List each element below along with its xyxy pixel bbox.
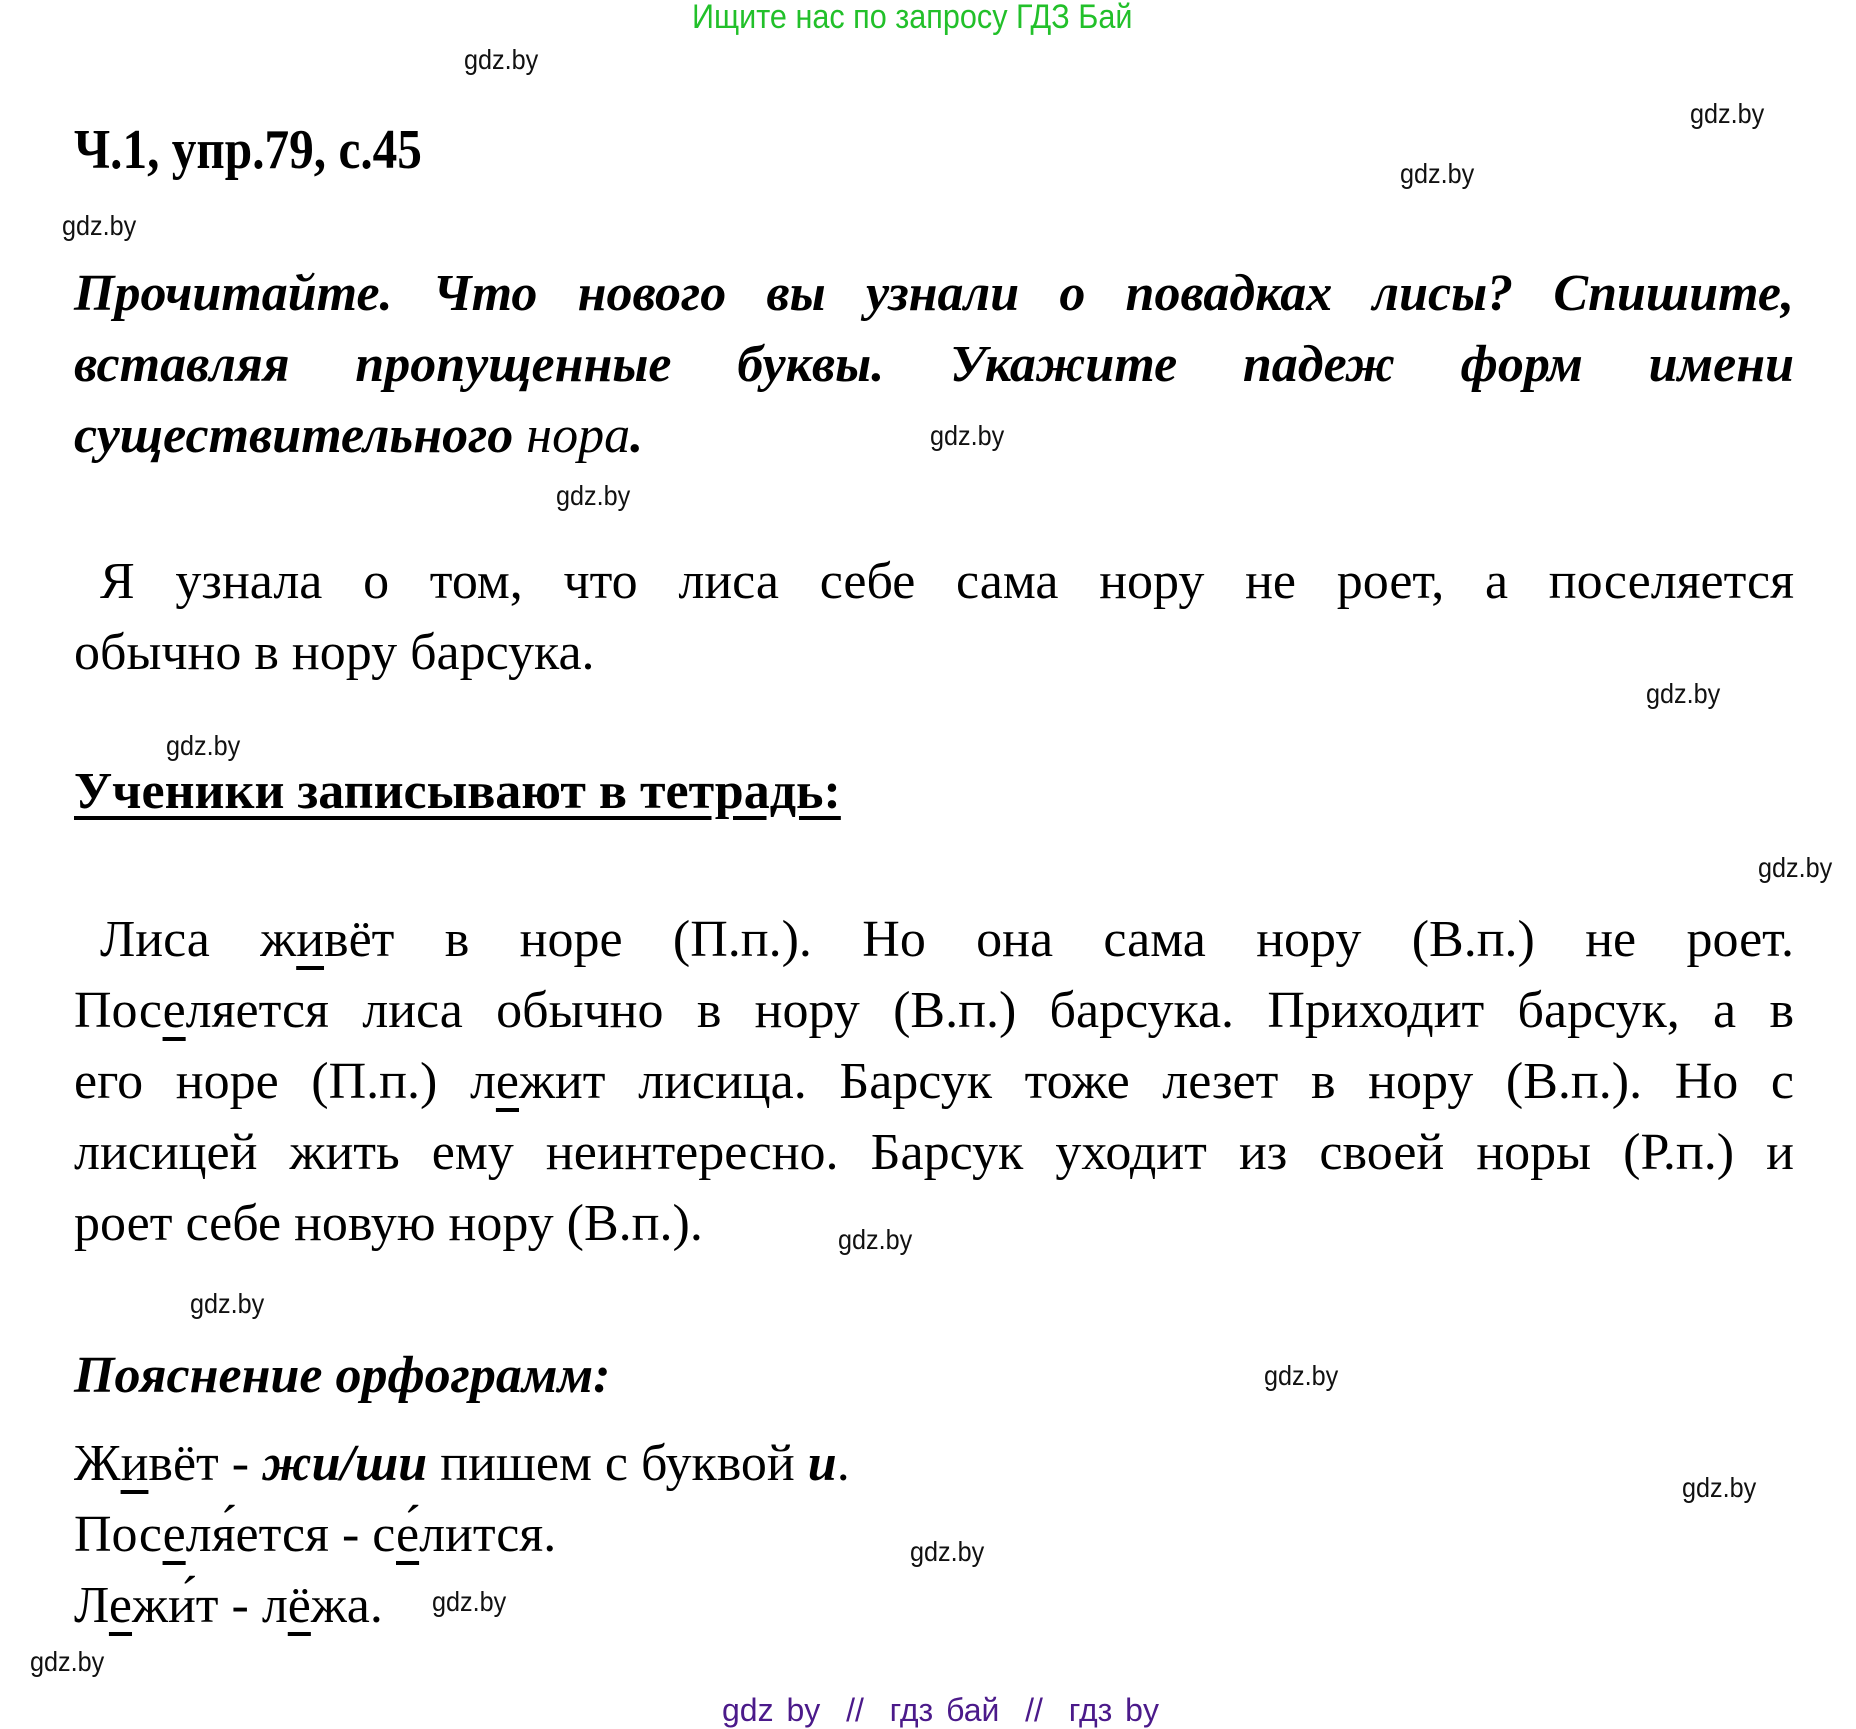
highlighted-letter: и (296, 911, 325, 968)
task-line: вставляя пропущенные буквы. Укажите падеж форм имени (74, 336, 1794, 393)
watermark: gdz.by (166, 730, 241, 761)
intro-line: обычно в нору барсука. (74, 624, 595, 681)
watermark: gdz.by (556, 480, 631, 511)
watermark: gdz.by (432, 1586, 507, 1617)
explanation-row: Лежи́т - лёжа. (74, 1577, 383, 1634)
highlighted-letter: е (162, 982, 186, 1039)
watermark: gdz.by (30, 1646, 105, 1677)
explanation-heading: Пояснение орфограмм: (74, 1347, 611, 1404)
highlighted-letter: е (108, 1577, 133, 1634)
highlighted-letter: и (120, 1435, 149, 1492)
watermark: gdz.by (910, 1536, 985, 1567)
rule-text: жи/ши (262, 1435, 428, 1492)
explanation-row: Живёт - жи/ши пишем с буквой и. (74, 1435, 850, 1492)
explanation-list (74, 1428, 850, 1641)
watermark: gdz.by (1682, 1472, 1757, 1503)
answer-line: лисицей жить ему неинтересно. Барсук уходит из своей норы (Р.п.) и (74, 1124, 1794, 1181)
task-instructions (74, 258, 1794, 471)
task-text: существительного (74, 407, 527, 464)
answer-paragraph (74, 904, 1794, 1259)
answer-line: роет себе новую нору (В.п.). (74, 1195, 703, 1252)
answer-line: Лиса живёт в норе (П.п.). Но она сама нору (В.п.) не роет. (100, 911, 1794, 968)
watermark: gdz.by (1646, 678, 1721, 709)
watermark: gdz.by (930, 420, 1005, 451)
answer-line: Поселяется лиса обычно в нору (В.п.) барсука. Приходит барсук, а в (74, 982, 1794, 1039)
rule-letter: и (807, 1435, 837, 1492)
watermark: gdz.by (1264, 1360, 1339, 1391)
watermark: gdz.by (838, 1224, 913, 1255)
explanation-row: Поселя́ется - се́лится. (74, 1506, 557, 1563)
search-banner: Ищите нас по запросу ГДЗ Бай (692, 0, 1133, 36)
watermark: gdz.by (190, 1288, 265, 1319)
watermark: gdz.by (1758, 852, 1833, 883)
intro-paragraph (74, 546, 1794, 688)
answer-line: его норе (П.п.) лежит лисица. Барсук тоже лезет в нору (В.п.). Но с (74, 1053, 1794, 1110)
watermark: gdz.by (464, 44, 539, 75)
highlighted-letter: е (495, 1053, 519, 1110)
highlighted-letter: ё (287, 1577, 311, 1634)
task-keyword: нора (526, 407, 631, 464)
intro-line: Я узнала о том, что лиса себе сама нору не роет, а поселяется (100, 553, 1794, 610)
task-line: Прочитайте. Что нового вы узнали о повадках лисы? Спишите, (74, 265, 1794, 322)
task-text: . (630, 407, 644, 464)
watermark: gdz.by (1690, 98, 1765, 129)
highlighted-letter: е́ (396, 1506, 420, 1563)
page-title: Ч.1, упр.79, с.45 (74, 119, 422, 181)
footer-links: gdz by // гдз бай // гдз by (722, 1692, 1159, 1728)
section-heading: Ученики записывают в тетрадь: (74, 763, 841, 820)
watermark: gdz.by (62, 210, 137, 241)
highlighted-letter: е (162, 1506, 186, 1563)
task-line (74, 400, 1794, 471)
watermark: gdz.by (1400, 158, 1475, 189)
